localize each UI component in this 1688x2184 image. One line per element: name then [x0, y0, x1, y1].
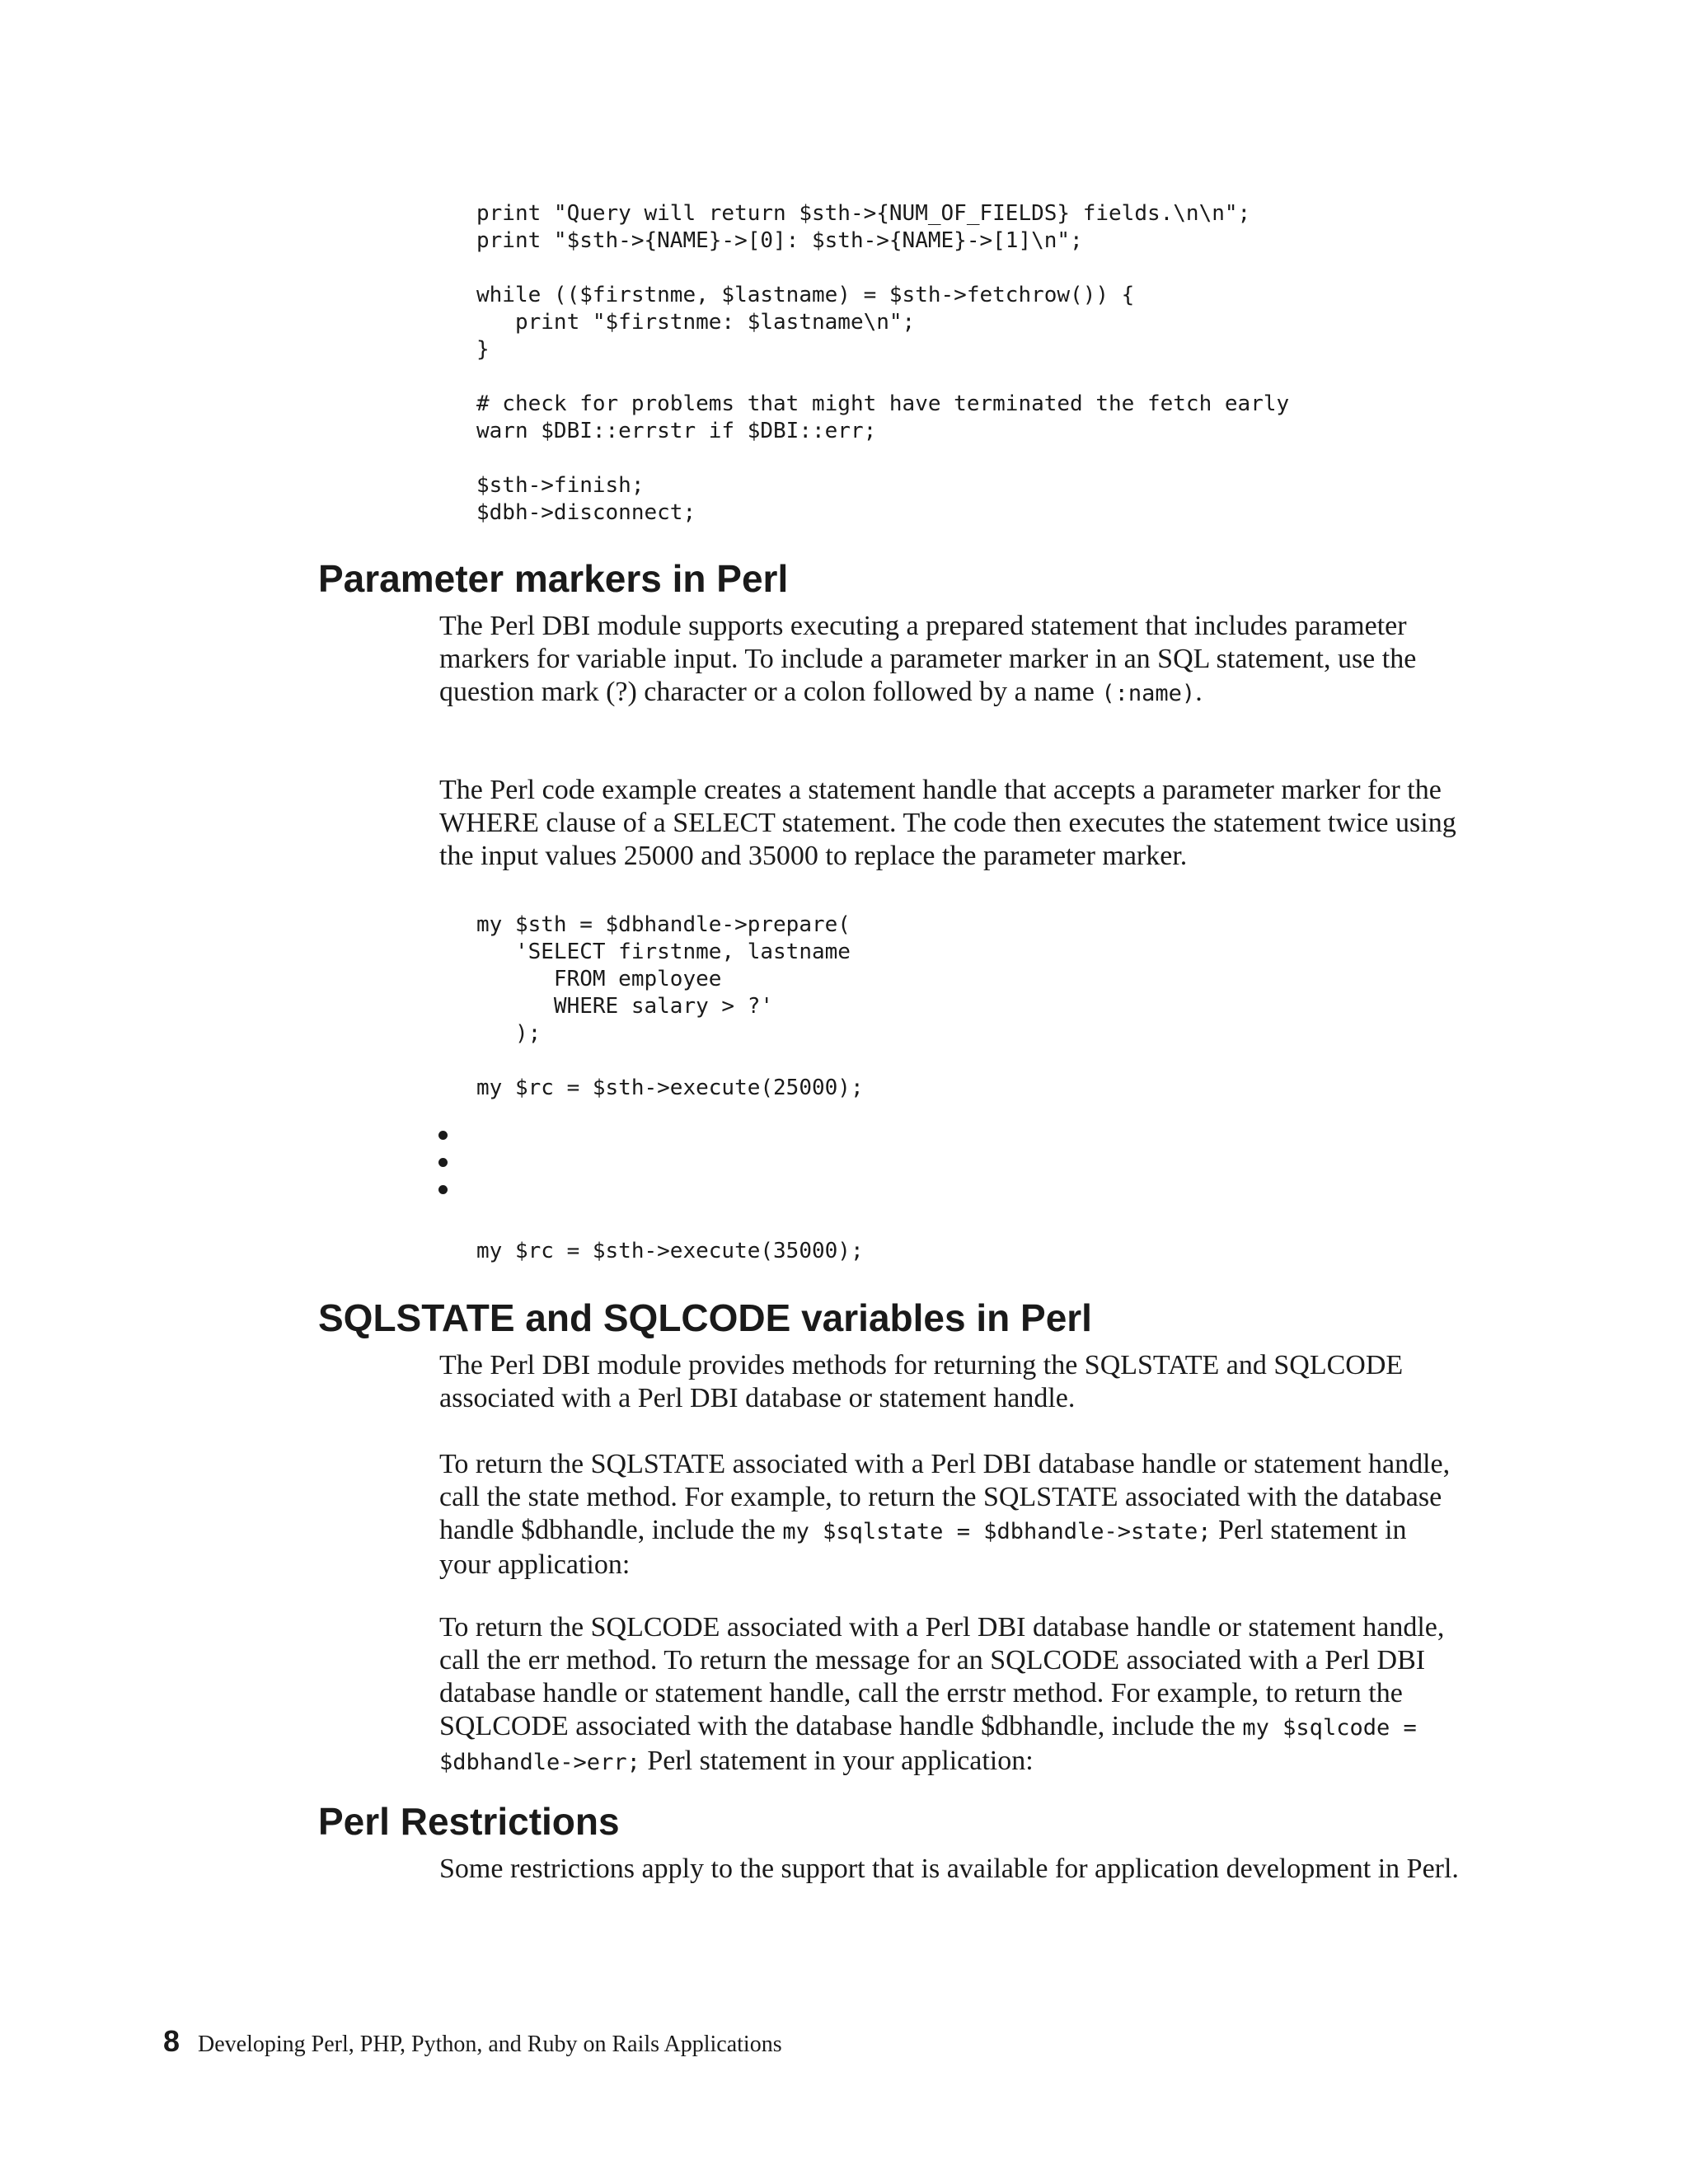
- code-block-execute-second: my $rc = $sth->execute(35000);: [476, 1239, 864, 1263]
- ellipsis-dot: [438, 1158, 448, 1167]
- paragraph-text: The Perl DBI module supports executing a prepared statement that includes parameter markers for variable input. To include a parameter marker in an SQL statement, use the question mark (?) character or a colon followed by a name: [439, 611, 1417, 707]
- heading-sqlstate-sqlcode: SQLSTATE and SQLCODE variables in Perl: [318, 1296, 1092, 1339]
- inline-code-name: (:name): [1101, 681, 1196, 706]
- code-block-prepare: my $sth = $dbhandle->prepare( 'SELECT firstnme, lastname FROM employee WHERE salary > ?' ); my $rc = $sth->execute(25000);: [476, 912, 864, 1100]
- heading-perl-restrictions: Perl Restrictions: [318, 1800, 620, 1843]
- paragraph-parameter-markers-intro: [439, 610, 1461, 710]
- paragraph-parameter-markers-example: The Perl code example creates a statement handle that accepts a parameter marker for the WHERE clause of a SELECT statement. The code then executes the statement twice using the input values 25000 and 35000 to replace the parameter marker.: [439, 775, 1456, 871]
- heading-parameter-markers: Parameter markers in Perl: [318, 557, 789, 600]
- footer-title: Developing Perl, PHP, Python, and Ruby on Rails Applications: [198, 2032, 782, 2057]
- paragraph-sqlstate-method: [439, 1448, 1461, 1582]
- ellipsis-dots: [438, 1131, 450, 1212]
- inline-code-sqlstate: my $sqlstate = $dbhandle->state;: [782, 1519, 1212, 1544]
- page-number: 8: [163, 2024, 181, 2058]
- paragraph-sqlcode-method: [439, 1611, 1461, 1779]
- paragraph-text-end: .: [1195, 677, 1203, 707]
- ellipsis-dot: [438, 1185, 448, 1194]
- paragraph-text-end: Perl statement in your application:: [640, 1746, 1034, 1776]
- page-footer: [163, 2024, 782, 2059]
- paragraph-restrictions: Some restrictions apply to the support that is available for application development in Perl.: [439, 1854, 1459, 1884]
- code-block-fetch-loop: print "Query will return $sth->{NUM_OF_FIELDS} fields.\n\n"; print "$sth->{NAME}->[0]: $sth->{NAME}->[1]\n"; while (($firstnme, $lastname) = $sth->fetchrow()) { print "$firstnme: $lastname\n"; } # check for problems that might have terminated the fetch early warn $DBI::errstr if $DBI::err; $sth->finish; $dbh->disconnect;: [476, 201, 1290, 525]
- paragraph-text-end: Perl statement in your application:: [439, 1515, 1407, 1580]
- paragraph-sqlstate-intro: The Perl DBI module provides methods for returning the SQLSTATE and SQLCODE associated with a Perl DBI database or statement handle.: [439, 1350, 1404, 1413]
- inline-code-sqlcode: my $sqlcode = $dbhandle->err;: [439, 1715, 1417, 1775]
- paragraph-text: To return the SQLSTATE associated with a Perl DBI database handle or statement handle, call the state method. For example, to return the SQLSTATE associated with the database handle $dbhandle, include the: [439, 1449, 1451, 1545]
- paragraph-text: To return the SQLCODE associated with a Perl DBI database handle or statement handle, call the err method. To return the message for an SQLCODE associated with a Perl DBI database handle or statement handle, call the errstr method. For example, to return the SQLCODE associated with the database handle $dbhandle, include the: [439, 1612, 1445, 1741]
- ellipsis-dot: [438, 1131, 448, 1140]
